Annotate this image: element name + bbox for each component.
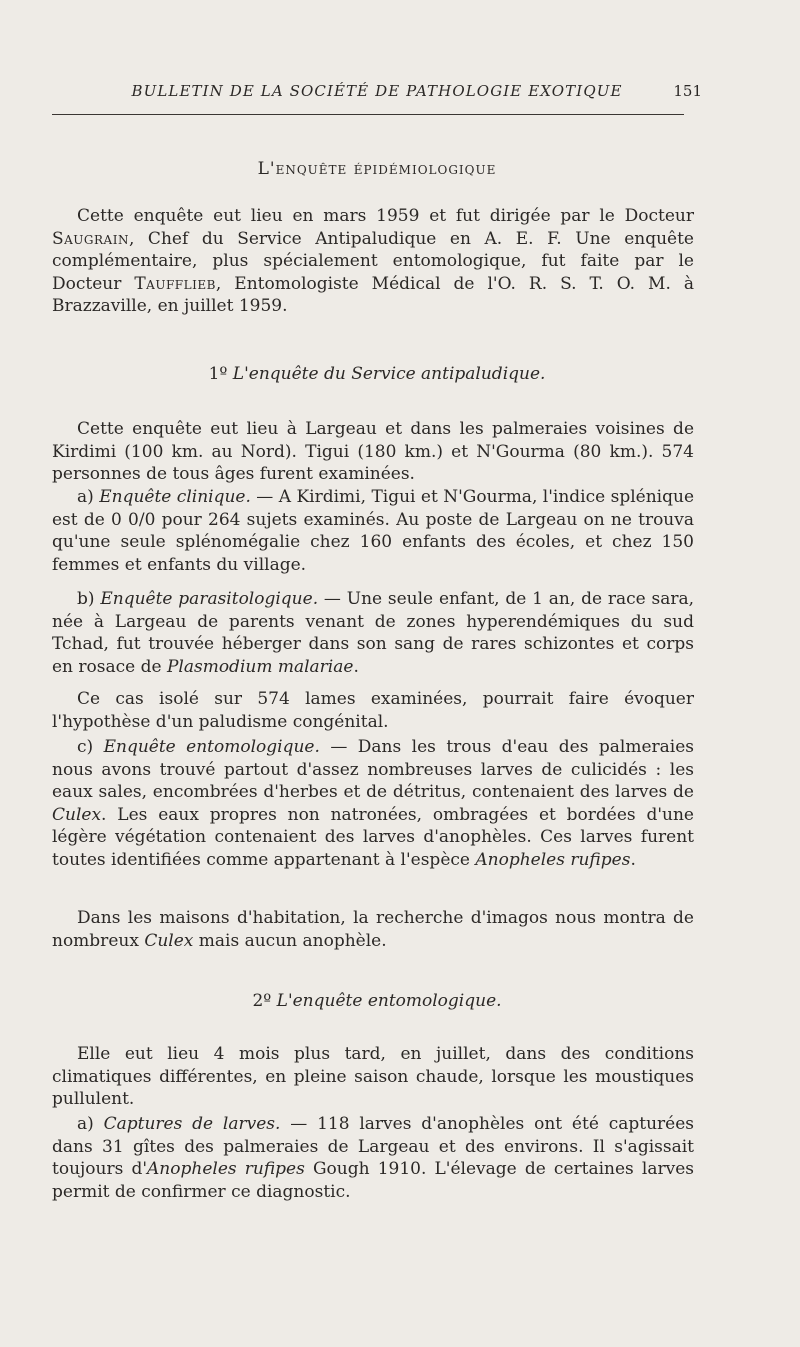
- item-title-parasitology: Enquête parasitologique.: [100, 589, 319, 609]
- paragraph-second-survey: Elle eut lieu 4 mois plus tard, en juillet, dans des conditions climatiques différentes, en pleine saison chaude, lorsque les moustiques pullulent.: [52, 1044, 694, 1110]
- species-plasmodium-malariae: Plasmodium malariae: [166, 656, 354, 677]
- intro-text-b: , Chef du Service Antipaludique en A. E. F. Une enquête complémentaire, plus spécialement entomologique, fut faite par le Docteur: [52, 228, 694, 294]
- intro-text-a: Cette enquête eut lieu en mars 1959 et fut dirigée par le Docteur: [77, 206, 694, 226]
- item-title-larvae: Captures de larves.: [103, 1114, 281, 1134]
- genus-culex-houses: Culex: [144, 930, 194, 951]
- running-head: [52, 82, 702, 106]
- page-number: 151: [673, 82, 702, 100]
- subsection-title-2: [52, 991, 702, 1011]
- intro-text-c: , Entomologiste Médical de l'O. R. S. T. O. M. à Brazzaville, en juillet 1959.: [52, 273, 694, 317]
- item-text-entomology-b: . Les eaux propres non natronées, ombragées et bordées d'une légère végétation contenaient des larves d'anophèles. Ces larves furent toutes identifiées comme appartenant à l'espèce: [52, 804, 694, 870]
- item-title-entomology: Enquête entomologique.: [103, 737, 320, 757]
- paragraph-isolated-case: Ce cas isolé sur 574 lames examinées, pourrait faire évoquer l'hypothèse d'un paludisme congénital.: [52, 689, 694, 732]
- paragraph-entomology: [52, 736, 694, 872]
- item-text-clinical: — A Kirdimi, Tigui et N'Gourma, l'indice splénique est de 0 0/0 pour 264 sujets examinés. Au poste de Largeau on ne trouva qu'une seule splénomégalie chez 160 enfants des écoles, et chez 150 femmes et enfants du village.: [52, 487, 695, 575]
- author-name-taufflieb: Taufflieb: [134, 273, 216, 294]
- running-title: BULLETIN DE LA SOCIÉTÉ DE PATHOLOGIE EXOTIQUE: [131, 82, 623, 100]
- section-title: L'enquête épidémiologique: [257, 159, 497, 179]
- item-text-entomology-end: .: [630, 849, 636, 870]
- paragraph-larvae-captures: [52, 1113, 694, 1203]
- species-anopheles-rufipes: Anopheles rufipes: [475, 849, 631, 870]
- header-rule: [52, 114, 684, 115]
- intro-paragraph: [52, 205, 694, 318]
- item-text-entomology-a: — Dans les trous d'eau des palmeraies nous avons trouvé partout d'assez nombreuses larves de culicidés : les eaux sales, encombrées d'herbes et de détritus, contenaient des larves de: [52, 737, 694, 803]
- houses-text-b: mais aucun anophèle.: [193, 930, 387, 951]
- item-label-c: c): [77, 737, 104, 757]
- item-text-larvae-a: — 118 larves d'anophèles ont été capturées dans 31 gîtes des palmeraies de Largeau et des environs. Il s'agissait toujours d': [52, 1114, 695, 1180]
- item-text-parasitology: — Une seule enfant, de 1 an, de race sara, née à Largeau de parents venant de zones hyperendémiques du sud Tchad, fut trouvée héberger dans son sang de rares schizontes et corps en rosace de: [52, 589, 695, 677]
- author-name-saugrain: Saugrain: [52, 228, 129, 249]
- houses-text-a: Dans les maisons d'habitation, la recherche d'imagos nous montra de nombreux: [52, 908, 694, 951]
- paragraph-houses: [52, 907, 694, 952]
- subsection-title-1: [52, 364, 702, 384]
- item-title-clinical: Enquête clinique.: [99, 487, 251, 507]
- subsection-title-1-text: L'enquête du Service antipaludique.: [232, 364, 546, 384]
- item-text-parasitology-end: .: [353, 656, 359, 677]
- item-label-a: a): [77, 487, 100, 507]
- item-text-larvae-b: Gough 1910. L'élevage de certaines larves permit de confirmer ce diagnostic.: [52, 1159, 695, 1202]
- subsection-number-2: 2º: [252, 991, 277, 1011]
- paragraph-survey-scope: Cette enquête eut lieu à Largeau et dans les palmeraies voisines de Kirdimi (100 km. au Nord). Tigui (180 km.) et N'Gourma (80 km.). 574 personnes de tous âges furent examinées.: [52, 419, 694, 485]
- item-label-a2: a): [77, 1114, 104, 1134]
- genus-culex: Culex: [52, 804, 102, 825]
- species-anopheles-rufipes-2: Anopheles rufipes: [147, 1159, 305, 1180]
- paragraph-clinical: [52, 486, 694, 576]
- paragraph-parasitology: [52, 588, 694, 678]
- subsection-number-1: 1º: [208, 364, 233, 384]
- item-label-b: b): [77, 589, 101, 609]
- subsection-title-2-text: L'enquête entomologique.: [276, 991, 502, 1011]
